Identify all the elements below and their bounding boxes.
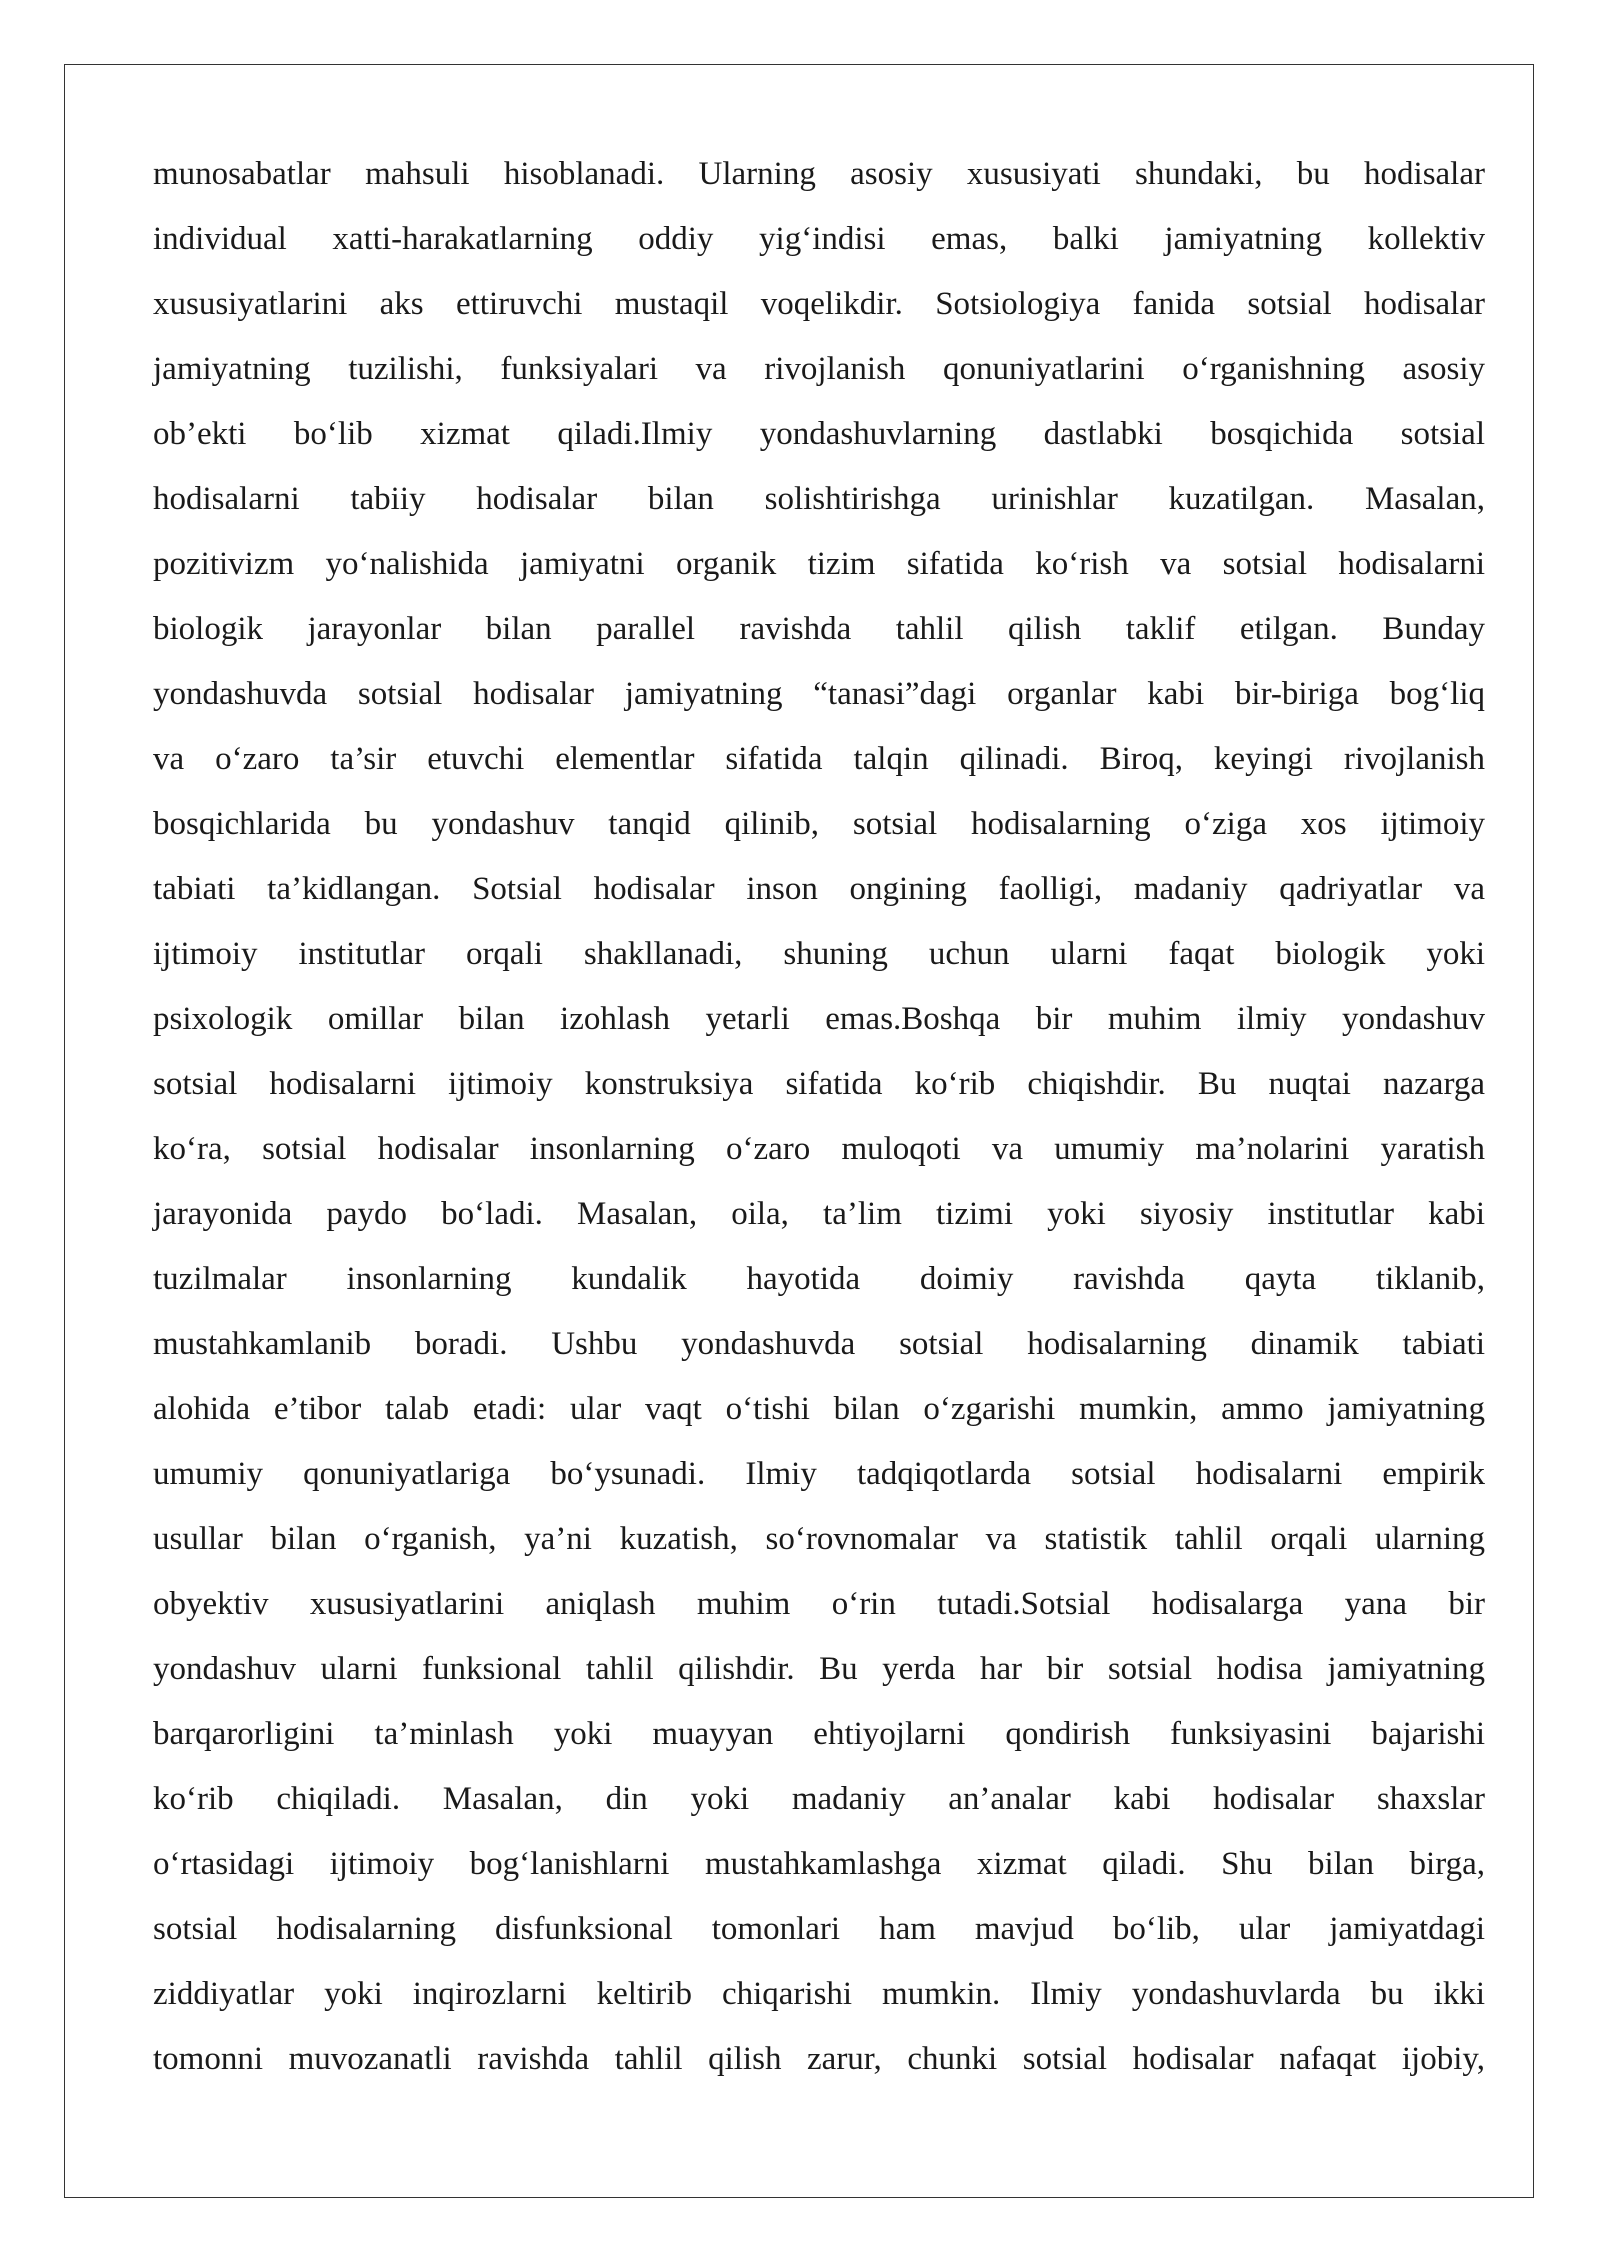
paragraph-line: tabiati ta’kidlangan. Sotsial hodisalar inson ongining faolligi, madaniy qadriyatlar va [153, 871, 1485, 907]
paragraph-line: pozitivizm yo‘nalishida jamiyatni organik tizim sifatida ko‘rish va sotsial hodisalarni [153, 546, 1485, 582]
paragraph-line: hodisalarni tabiiy hodisalar bilan solishtirishga urinishlar kuzatilgan. Masalan, [153, 481, 1485, 517]
paragraph-line: sotsial hodisalarni ijtimoiy konstruksiya sifatida ko‘rib chiqishdir. Bu nuqtai nazarga [153, 1066, 1485, 1102]
paragraph-line: psixologik omillar bilan izohlash yetarli emas.Boshqa bir muhim ilmiy yondashuv [153, 1001, 1485, 1037]
paragraph-line: usullar bilan o‘rganish, ya’ni kuzatish, so‘rovnomalar va statistik tahlil orqali ularning [153, 1521, 1485, 1557]
paragraph-line: ob’ekti bo‘lib xizmat qiladi.Ilmiy yondashuvlarning dastlabki bosqichida sotsial [153, 416, 1485, 452]
paragraph-line: alohida e’tibor talab etadi: ular vaqt o‘tishi bilan o‘zgarishi mumkin, ammo jamiyatning [153, 1391, 1485, 1427]
paragraph-line: biologik jarayonlar bilan parallel ravishda tahlil qilish taklif etilgan. Bunday [153, 611, 1485, 647]
paragraph-line: ko‘ra, sotsial hodisalar insonlarning o‘zaro muloqoti va umumiy ma’nolarini yaratish [153, 1131, 1485, 1167]
paragraph-line: barqarorligini ta’minlash yoki muayyan ehtiyojlarni qondirish funksiyasini bajarishi [153, 1716, 1485, 1752]
paragraph-line: sotsial hodisalarning disfunksional tomonlari ham mavjud bo‘lib, ular jamiyatdagi [153, 1911, 1485, 1947]
paragraph-line: xususiyatlarini aks ettiruvchi mustaqil voqelikdir. Sotsiologiya fanida sotsial hodisalar [153, 286, 1485, 322]
paragraph-line: ziddiyatlar yoki inqirozlarni keltirib chiqarishi mumkin. Ilmiy yondashuvlarda bu ikki [153, 1976, 1485, 2012]
paragraph-line: yondashuv ularni funksional tahlil qilishdir. Bu yerda har bir sotsial hodisa jamiyatning [153, 1651, 1485, 1687]
paragraph-line: tomonni muvozanatli ravishda tahlil qilish zarur, chunki sotsial hodisalar nafaqat ijobiy, [153, 2041, 1485, 2077]
paragraph-line: ijtimoiy institutlar orqali shakllanadi, shuning uchun ularni faqat biologik yoki [153, 936, 1485, 972]
paragraph-line: tuzilmalar insonlarning kundalik hayotida doimiy ravishda qayta tiklanib, [153, 1261, 1485, 1297]
paragraph-line: jamiyatning tuzilishi, funksiyalari va rivojlanish qonuniyatlarini o‘rganishning asosiy [153, 351, 1485, 387]
paragraph-line: jarayonida paydo bo‘ladi. Masalan, oila, ta’lim tizimi yoki siyosiy institutlar kabi [153, 1196, 1485, 1232]
paragraph-line: mustahkamlanib boradi. Ushbu yondashuvda sotsial hodisalarning dinamik tabiati [153, 1326, 1485, 1362]
paragraph-line: umumiy qonuniyatlariga bo‘ysunadi. Ilmiy tadqiqotlarda sotsial hodisalarni empirik [153, 1456, 1485, 1492]
paragraph-line: ko‘rib chiqiladi. Masalan, din yoki madaniy an’analar kabi hodisalar shaxslar [153, 1781, 1485, 1817]
body-text [153, 142, 1485, 2092]
paragraph-line: yondashuvda sotsial hodisalar jamiyatning “tanasi”dagi organlar kabi bir-biriga bog‘liq [153, 676, 1485, 712]
paragraph-line: bosqichlarida bu yondashuv tanqid qilinib, sotsial hodisalarning o‘ziga xos ijtimoiy [153, 806, 1485, 842]
paragraph-line: munosabatlar mahsuli hisoblanadi. Ularning asosiy xususiyati shundaki, bu hodisalar [153, 156, 1485, 192]
paragraph-line: individual xatti-harakatlarning oddiy yig‘indisi emas, balki jamiyatning kollektiv [153, 221, 1485, 257]
paragraph-line: va o‘zaro ta’sir etuvchi elementlar sifatida talqin qilinadi. Biroq, keyingi rivojlanish [153, 741, 1485, 777]
paragraph-line: o‘rtasidagi ijtimoiy bog‘lanishlarni mustahkamlashga xizmat qiladi. Shu bilan birga, [153, 1846, 1485, 1882]
paragraph-line: obyektiv xususiyatlarini aniqlash muhim o‘rin tutadi.Sotsial hodisalarga yana bir [153, 1586, 1485, 1622]
